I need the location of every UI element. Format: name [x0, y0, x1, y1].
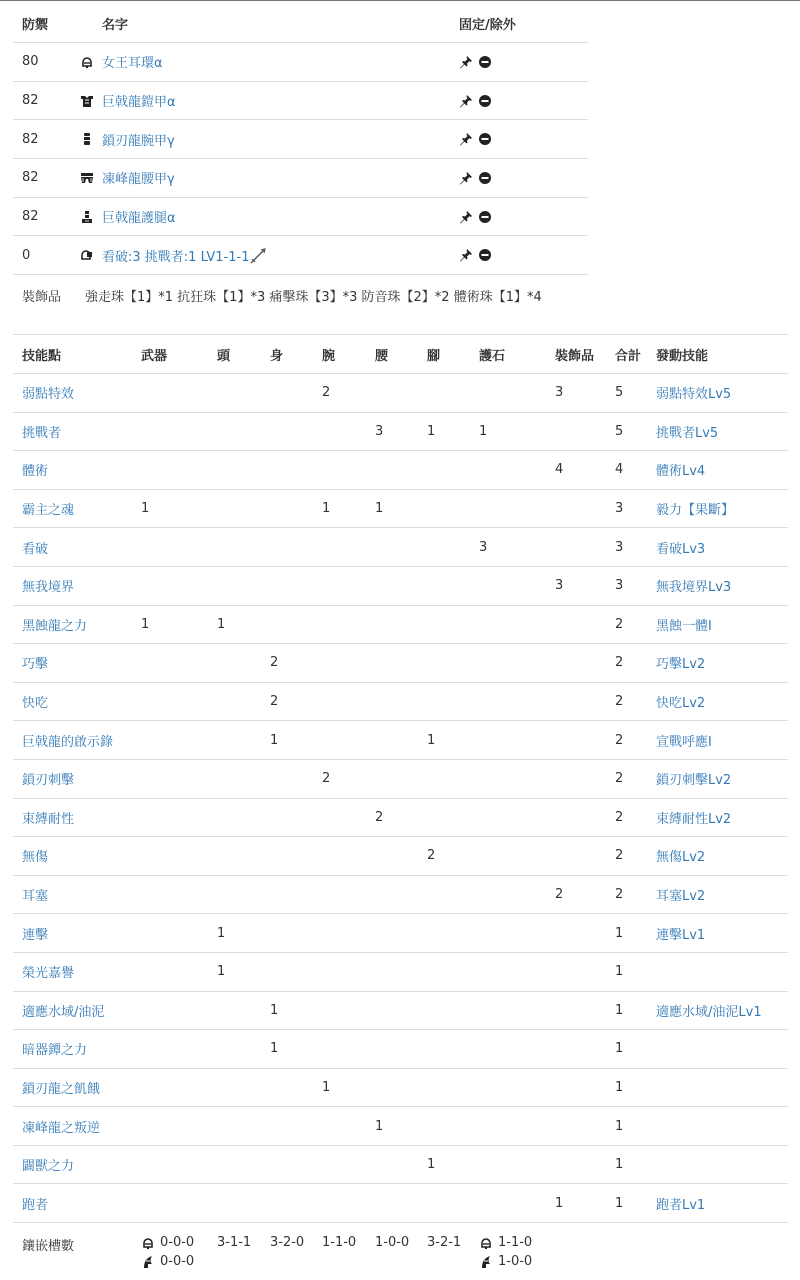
skill-total-points: 3: [615, 501, 624, 517]
skill-total-points: 2: [615, 848, 624, 864]
skill-waist-points: 1: [375, 501, 384, 517]
skill-row: [13, 798, 788, 837]
active-skill-link[interactable]: 無我境界Lv3: [656, 580, 732, 596]
skill-row: [13, 605, 788, 644]
defense-value: 82: [22, 209, 39, 225]
skill-row: [13, 1106, 788, 1145]
skill-row: [13, 1183, 788, 1222]
pin-icon[interactable]: [459, 94, 473, 108]
skill-row: [13, 373, 788, 412]
skills-header-row: [13, 334, 788, 373]
waist-slots: 1-0-0: [375, 1235, 410, 1251]
active-skill-link[interactable]: 跑者Lv1: [656, 1197, 706, 1213]
skill-total-points: 1: [615, 1195, 624, 1211]
skill-total-points: 1: [615, 1118, 624, 1134]
exclude-icon[interactable]: [478, 210, 492, 224]
skill-total-points: 1: [615, 964, 624, 980]
active-skill-link[interactable]: 束縛耐性Lv2: [656, 811, 732, 827]
decoration-row: [13, 274, 588, 316]
skill-leg-points: 2: [427, 848, 436, 864]
chest-armor-icon: [73, 94, 100, 108]
skill-row: [13, 1145, 788, 1184]
equipment-row: [13, 235, 588, 274]
skill-name-link[interactable]: 挑戰者: [22, 425, 62, 441]
skill-row: [13, 489, 788, 528]
skill-total-points: 2: [615, 887, 624, 903]
skill-name-link[interactable]: 體術: [22, 464, 49, 480]
skill-name-link[interactable]: 無傷: [22, 850, 49, 866]
charm-slot-1: 1-1-0: [498, 1235, 533, 1251]
skill-total-points: 4: [615, 462, 624, 478]
skill-row: [13, 566, 788, 605]
skill-name-link[interactable]: 快吃: [22, 696, 49, 712]
skill-total-points: 1: [615, 1157, 624, 1173]
skill-row: [13, 643, 788, 682]
active-skill-header: 發動技能: [656, 348, 709, 364]
skill-row: [13, 412, 788, 451]
active-skill-link[interactable]: 弱點特效Lv5: [656, 387, 732, 403]
active-skill-link[interactable]: 巧擊Lv2: [656, 657, 706, 673]
skill-body-points: 2: [270, 694, 279, 710]
head-armor-icon: [73, 55, 100, 69]
skill-leg-points: 1: [427, 1157, 436, 1173]
leg-armor-icon: [73, 210, 100, 224]
leg-slots: 3-2-1: [427, 1235, 462, 1251]
pin-icon[interactable]: [459, 248, 473, 262]
arm-slots: 1-1-0: [322, 1235, 357, 1251]
skills-table: [13, 334, 788, 1280]
equipment-row: [13, 42, 588, 81]
skill-name-link[interactable]: 耳塞: [22, 889, 49, 905]
name-header: 名字: [102, 18, 129, 33]
weapon-header: 武器: [141, 348, 168, 364]
skill-arm-points: 2: [322, 385, 331, 401]
skill-name-link[interactable]: 巧擊: [22, 657, 49, 673]
active-skill-link[interactable]: 連擊Lv1: [656, 927, 706, 943]
skill-total-points: 1: [615, 1079, 624, 1095]
equipment-name-link[interactable]: 女王耳環α: [102, 56, 163, 72]
active-skill-link[interactable]: 快吃Lv2: [656, 696, 706, 712]
head-armor-icon: [479, 1236, 493, 1250]
active-skill-link[interactable]: 宣戰呼應I: [656, 734, 712, 750]
skill-weapon-points: 1: [141, 616, 150, 632]
defense-value: 80: [22, 54, 39, 70]
equipment-name-link[interactable]: 鎖刃龍腕甲γ: [102, 133, 175, 149]
deco-header: 裝飾品: [555, 348, 595, 364]
body-slots: 3-2-0: [270, 1235, 305, 1251]
active-skill-link[interactable]: 適應水域/油泥Lv1: [656, 1004, 762, 1020]
skill-arm-points: 1: [322, 501, 331, 517]
skill-name-link[interactable]: 鎖刃龍之飢餓: [22, 1081, 101, 1097]
skill-name-link[interactable]: 巨戟龍的啟示錄: [22, 734, 114, 750]
skill-deco-points: 2: [555, 887, 564, 903]
skill-waist-points: 3: [375, 423, 384, 439]
charm-slots: [469, 1235, 545, 1269]
defense-value: 0: [22, 247, 31, 263]
equipment-table: [13, 5, 588, 316]
arm-armor-icon: [73, 132, 100, 146]
head-header: 頭: [217, 348, 231, 364]
arm-header: 腕: [322, 348, 336, 364]
defense-header: 防禦: [22, 18, 49, 33]
equipment-name-link[interactable]: 巨戟龍鎧甲α: [102, 95, 176, 111]
pin-icon[interactable]: [459, 55, 473, 69]
slots-label: 鑲嵌槽數: [22, 1239, 75, 1255]
skill-row: [13, 527, 788, 566]
skill-total-points: 2: [615, 732, 624, 748]
active-skill-link[interactable]: 毅力【果斷】: [656, 503, 735, 519]
skill-arm-points: 2: [322, 771, 331, 787]
skill-row: [13, 720, 788, 759]
top-border: [0, 0, 800, 1]
skill-deco-points: 1: [555, 1195, 564, 1211]
skill-total-points: 1: [615, 1002, 624, 1018]
equipment-name-link[interactable]: 凍峰龍腰甲γ: [102, 172, 175, 188]
charm-slot-2: 1-0-0: [498, 1254, 533, 1270]
defense-value: 82: [22, 170, 39, 186]
skill-charm-points: 3: [479, 539, 488, 555]
skill-total-points: 1: [615, 1041, 624, 1057]
skill-total-points: 3: [615, 578, 624, 594]
skill-total-points: 1: [615, 925, 624, 941]
body-header: 身: [270, 348, 284, 364]
exclude-icon[interactable]: [478, 248, 492, 262]
equipment-row: [13, 81, 588, 120]
skill-name-link[interactable]: 束縛耐性: [22, 811, 75, 827]
active-skill-link[interactable]: 挑戰者Lv5: [656, 425, 719, 441]
skill-row: [13, 1029, 788, 1068]
waist-header: 腰: [375, 348, 389, 364]
exclude-icon[interactable]: [478, 171, 492, 185]
weapon-slots: [131, 1235, 207, 1269]
skill-total-points: 2: [615, 694, 624, 710]
skill-name-link[interactable]: 看破: [22, 541, 49, 557]
active-skill-link[interactable]: 無傷Lv2: [656, 850, 706, 866]
skill-row: [13, 952, 788, 991]
charm-icon: [73, 248, 100, 262]
skill-name-link[interactable]: 霸主之魂: [22, 503, 75, 519]
skill-row: [13, 913, 788, 952]
equipment-row: [13, 158, 588, 197]
skill-name-link[interactable]: 凍峰龍之叛逆: [22, 1120, 101, 1136]
skill-row: [13, 875, 788, 914]
skill-head-points: 1: [217, 964, 226, 980]
equipment-rows: [13, 42, 588, 274]
skill-arm-points: 1: [322, 1079, 331, 1095]
skill-name-link[interactable]: 適應水域/油泥: [22, 1004, 105, 1020]
active-skill-link[interactable]: 黑蝕一體I: [656, 618, 712, 634]
weapon-icon: [479, 1255, 493, 1269]
defense-value: 82: [22, 131, 39, 147]
skill-name-link[interactable]: 闢獸之力: [22, 1159, 75, 1175]
skill-head-points: 1: [217, 925, 226, 941]
skill-deco-points: 3: [555, 385, 564, 401]
waist-armor-icon: [73, 171, 100, 185]
weapon-slot-1: 0-0-0: [160, 1235, 195, 1251]
exclude-icon[interactable]: [478, 55, 492, 69]
skill-waist-points: 2: [375, 809, 384, 825]
skill-name-link[interactable]: 連擊: [22, 927, 49, 943]
skill-row: [13, 682, 788, 721]
skill-head-points: 1: [217, 616, 226, 632]
skill-rows: [13, 373, 788, 1222]
skill-name-link[interactable]: 弱點特效: [22, 387, 75, 403]
skill-deco-points: 3: [555, 578, 564, 594]
head-armor-icon: [141, 1236, 155, 1250]
head-slots: 3-1-1: [217, 1235, 252, 1251]
total-header: 合計: [615, 348, 642, 364]
skill-row: [13, 450, 788, 489]
weapon-slot-2: 0-0-0: [160, 1254, 195, 1270]
weapon-icon: [141, 1255, 155, 1269]
skill-total-points: 5: [615, 423, 624, 439]
skill-total-points: 2: [615, 655, 624, 671]
slots-row: [13, 1222, 788, 1280]
pin-icon[interactable]: [459, 132, 473, 146]
skill-total-points: 2: [615, 809, 624, 825]
equipment-row: [13, 197, 588, 236]
decoration-value: 強走珠【1】*1 抗狂珠【1】*3 痛擊珠【3】*3 防音珠【2】*2 體術珠【1】*4: [85, 290, 542, 306]
defense-value: 82: [22, 93, 39, 109]
skill-row: [13, 1068, 788, 1107]
equipment-header-row: [13, 5, 588, 42]
exclude-icon[interactable]: [478, 132, 492, 146]
skill-name-link[interactable]: 跑者: [22, 1197, 49, 1213]
charm-header: 護石: [479, 348, 506, 364]
skill-name-link[interactable]: 榮光嘉譽: [22, 966, 75, 982]
equipment-name-link[interactable]: 巨戟龍護腿α: [102, 211, 176, 227]
active-skill-link[interactable]: 鎖刃刺擊Lv2: [656, 773, 732, 789]
skill-total-points: 2: [615, 771, 624, 787]
active-skill-link[interactable]: 耳塞Lv2: [656, 889, 706, 905]
exclude-icon[interactable]: [478, 94, 492, 108]
pin-icon[interactable]: [459, 171, 473, 185]
skill-body-points: 1: [270, 1041, 279, 1057]
sword-icon[interactable]: [249, 250, 267, 265]
skill-body-points: 1: [270, 1002, 279, 1018]
skill-charm-points: 1: [479, 423, 488, 439]
skill-weapon-points: 1: [141, 501, 150, 517]
decoration-label: 裝飾品: [22, 290, 62, 306]
equipment-row: [13, 119, 588, 158]
equipment-name-link[interactable]: 看破:3 挑戰者:1 LV1-1-1: [102, 249, 250, 265]
skill-waist-points: 1: [375, 1118, 384, 1134]
skill-row: [13, 991, 788, 1030]
leg-header: 腳: [427, 348, 441, 364]
skill-row: [13, 836, 788, 875]
skill-leg-points: 1: [427, 423, 436, 439]
skill-body-points: 1: [270, 732, 279, 748]
pin-icon[interactable]: [459, 210, 473, 224]
skill-name-link[interactable]: 黑蝕龍之力: [22, 618, 88, 634]
action-header: 固定/除外: [459, 18, 516, 33]
active-skill-link[interactable]: 看破Lv3: [656, 541, 706, 557]
skill-total-points: 5: [615, 385, 624, 401]
skill-name-link[interactable]: 暗器鐔之力: [22, 1043, 88, 1059]
skill-leg-points: 1: [427, 732, 436, 748]
skill-total-points: 3: [615, 539, 624, 555]
active-skill-link[interactable]: 體術Lv4: [656, 464, 706, 480]
skill-deco-points: 4: [555, 462, 564, 478]
skill-name-link[interactable]: 無我境界: [22, 580, 75, 596]
skill-name-link[interactable]: 鎖刃刺擊: [22, 773, 75, 789]
skill-row: [13, 759, 788, 798]
skill-body-points: 2: [270, 655, 279, 671]
skill-header: 技能點: [22, 348, 62, 364]
skill-total-points: 2: [615, 616, 624, 632]
